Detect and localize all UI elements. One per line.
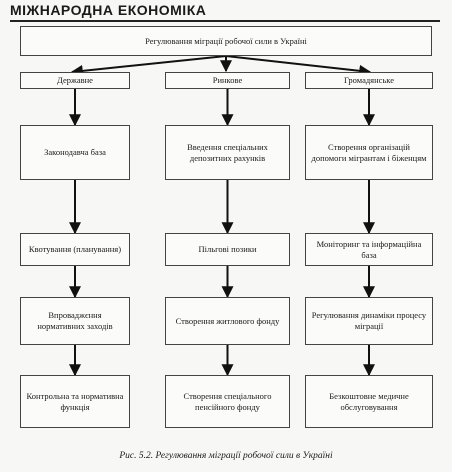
column-heading-hromadianske: Громадянське (305, 72, 433, 89)
top-box: Регулювання міграції робочої сили в Україні (20, 26, 432, 56)
box-derzhavne-4: Контрольна та нормативна функція (20, 375, 130, 428)
box-derzhavne-3: Впроваджєння нормативних заходів (20, 297, 130, 345)
figure-caption: Рис. 5.2. Регулювання міграції робочої сили в Україні (119, 451, 333, 461)
box-derzhavne-1: Законодавча база (20, 125, 130, 180)
box-derzhavne-2: Квотування (планування) (20, 233, 130, 266)
box-rynkove-3: Створення житлового фонду (165, 297, 290, 345)
box-hromadianske-3: Регулювання динаміки процесу міграції (305, 297, 433, 345)
column-heading-rynkove: Ринкове (165, 72, 290, 89)
arrow-top-to-derzhavne (72, 56, 226, 72)
column-heading-derzhavne: Державне (20, 72, 130, 89)
box-rynkove-2: Пільгові позики (165, 233, 290, 266)
box-hromadianske-1: Створення організацій допомоги мігрантам і біженцям (305, 125, 433, 180)
box-hromadianske-4: Безкоштовне медичне обслуговування (305, 375, 433, 428)
box-rynkove-1: Введення спеціальних депозитних рахунків (165, 125, 290, 180)
page-header: МІЖНАРОДНА ЕКОНОМІКА (10, 2, 207, 18)
arrow-top-to-hromadianske (226, 56, 370, 72)
box-hromadianske-2: Моніторинг та інформаційна база (305, 233, 433, 266)
box-rynkove-4: Створення спеціального пенсійного фонду (165, 375, 290, 428)
